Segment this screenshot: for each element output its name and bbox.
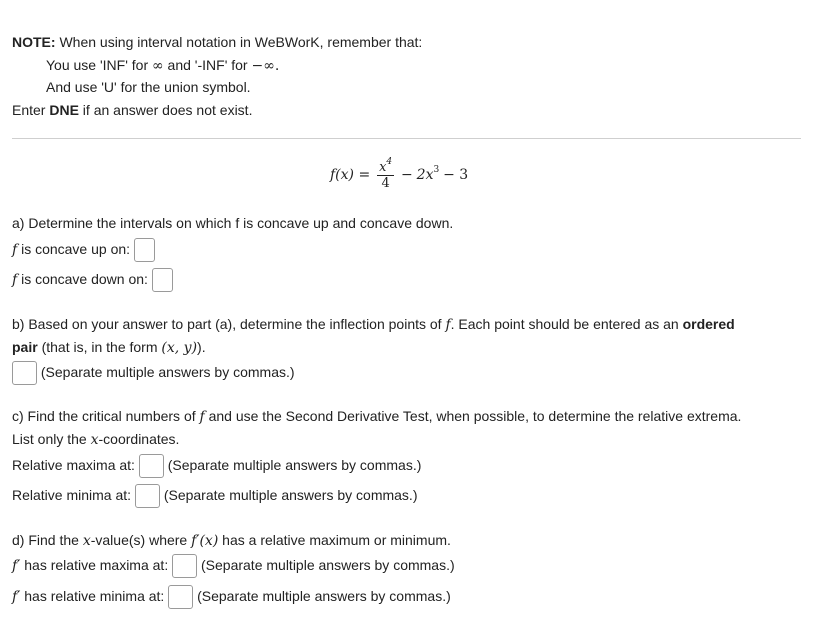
neg-infinity-symbol: −∞.: [251, 58, 280, 74]
relative-minima-row: Relative minima at: (Separate multiple answers by commas.): [12, 482, 417, 508]
fprime-minima-input[interactable]: [168, 585, 193, 609]
equation-lhs: f(x) =: [330, 167, 371, 183]
part-b-line-2: pair (that is, in the form (x, y)).: [12, 339, 206, 356]
part-a-question: a) Determine the intervals on which f is concave up and concave down.: [12, 215, 454, 231]
part-a-concave-down-row: f is concave down on:: [12, 266, 173, 293]
part-b-line-1: b) Based on your answer to part (a), determine the inflection points of f. Each point should be entered as an ordered: [12, 316, 735, 333]
concave-up-input[interactable]: [134, 238, 155, 262]
divider: [12, 138, 801, 139]
part-a-concave-up-row: f is concave up on:: [12, 236, 155, 263]
relative-minima-input[interactable]: [135, 484, 160, 508]
note-line-1: NOTE: When using interval notation in WeBWorK, remember that:: [12, 34, 423, 50]
relative-maxima-row: Relative maxima at: (Separate multiple answers by commas.): [12, 452, 421, 478]
concave-down-input[interactable]: [152, 268, 173, 292]
part-c-line-2: List only the x-coordinates.: [12, 431, 180, 448]
function-equation: f(x) = $\frac{x^4}{4}$ − $2x^3 - 3$: [330, 156, 469, 191]
relative-maxima-input[interactable]: [139, 454, 164, 478]
infinity-symbol: ∞: [152, 58, 164, 74]
note-label: NOTE:: [12, 34, 56, 50]
part-c-line-1: c) Find the critical numbers of f and use the Second Derivative Test, when possible, to determine the relative extrema.: [12, 408, 742, 425]
fprime-maxima-input[interactable]: [172, 554, 197, 578]
note-line-2: You use 'INF' for ∞ and '-INF' for −∞.: [46, 57, 280, 74]
inflection-points-input[interactable]: [12, 361, 37, 385]
equation-fraction: $\frac{x^4}{4}$: [379, 156, 393, 191]
note-line-3: And use 'U' for the union symbol.: [46, 79, 251, 95]
fprime-maxima-row: f′ has relative maxima at: (Separate multiple answers by commas.): [12, 552, 455, 579]
fprime-minima-row: f′ has relative minima at: (Separate multiple answers by commas.): [12, 583, 451, 610]
note-line-4: Enter DNE if an answer does not exist.: [12, 102, 253, 118]
part-b-answer-row: (Separate multiple answers by commas.): [12, 359, 295, 385]
part-d-line-1: d) Find the x-value(s) where f′(x) has a relative maximum or minimum.: [12, 532, 451, 549]
